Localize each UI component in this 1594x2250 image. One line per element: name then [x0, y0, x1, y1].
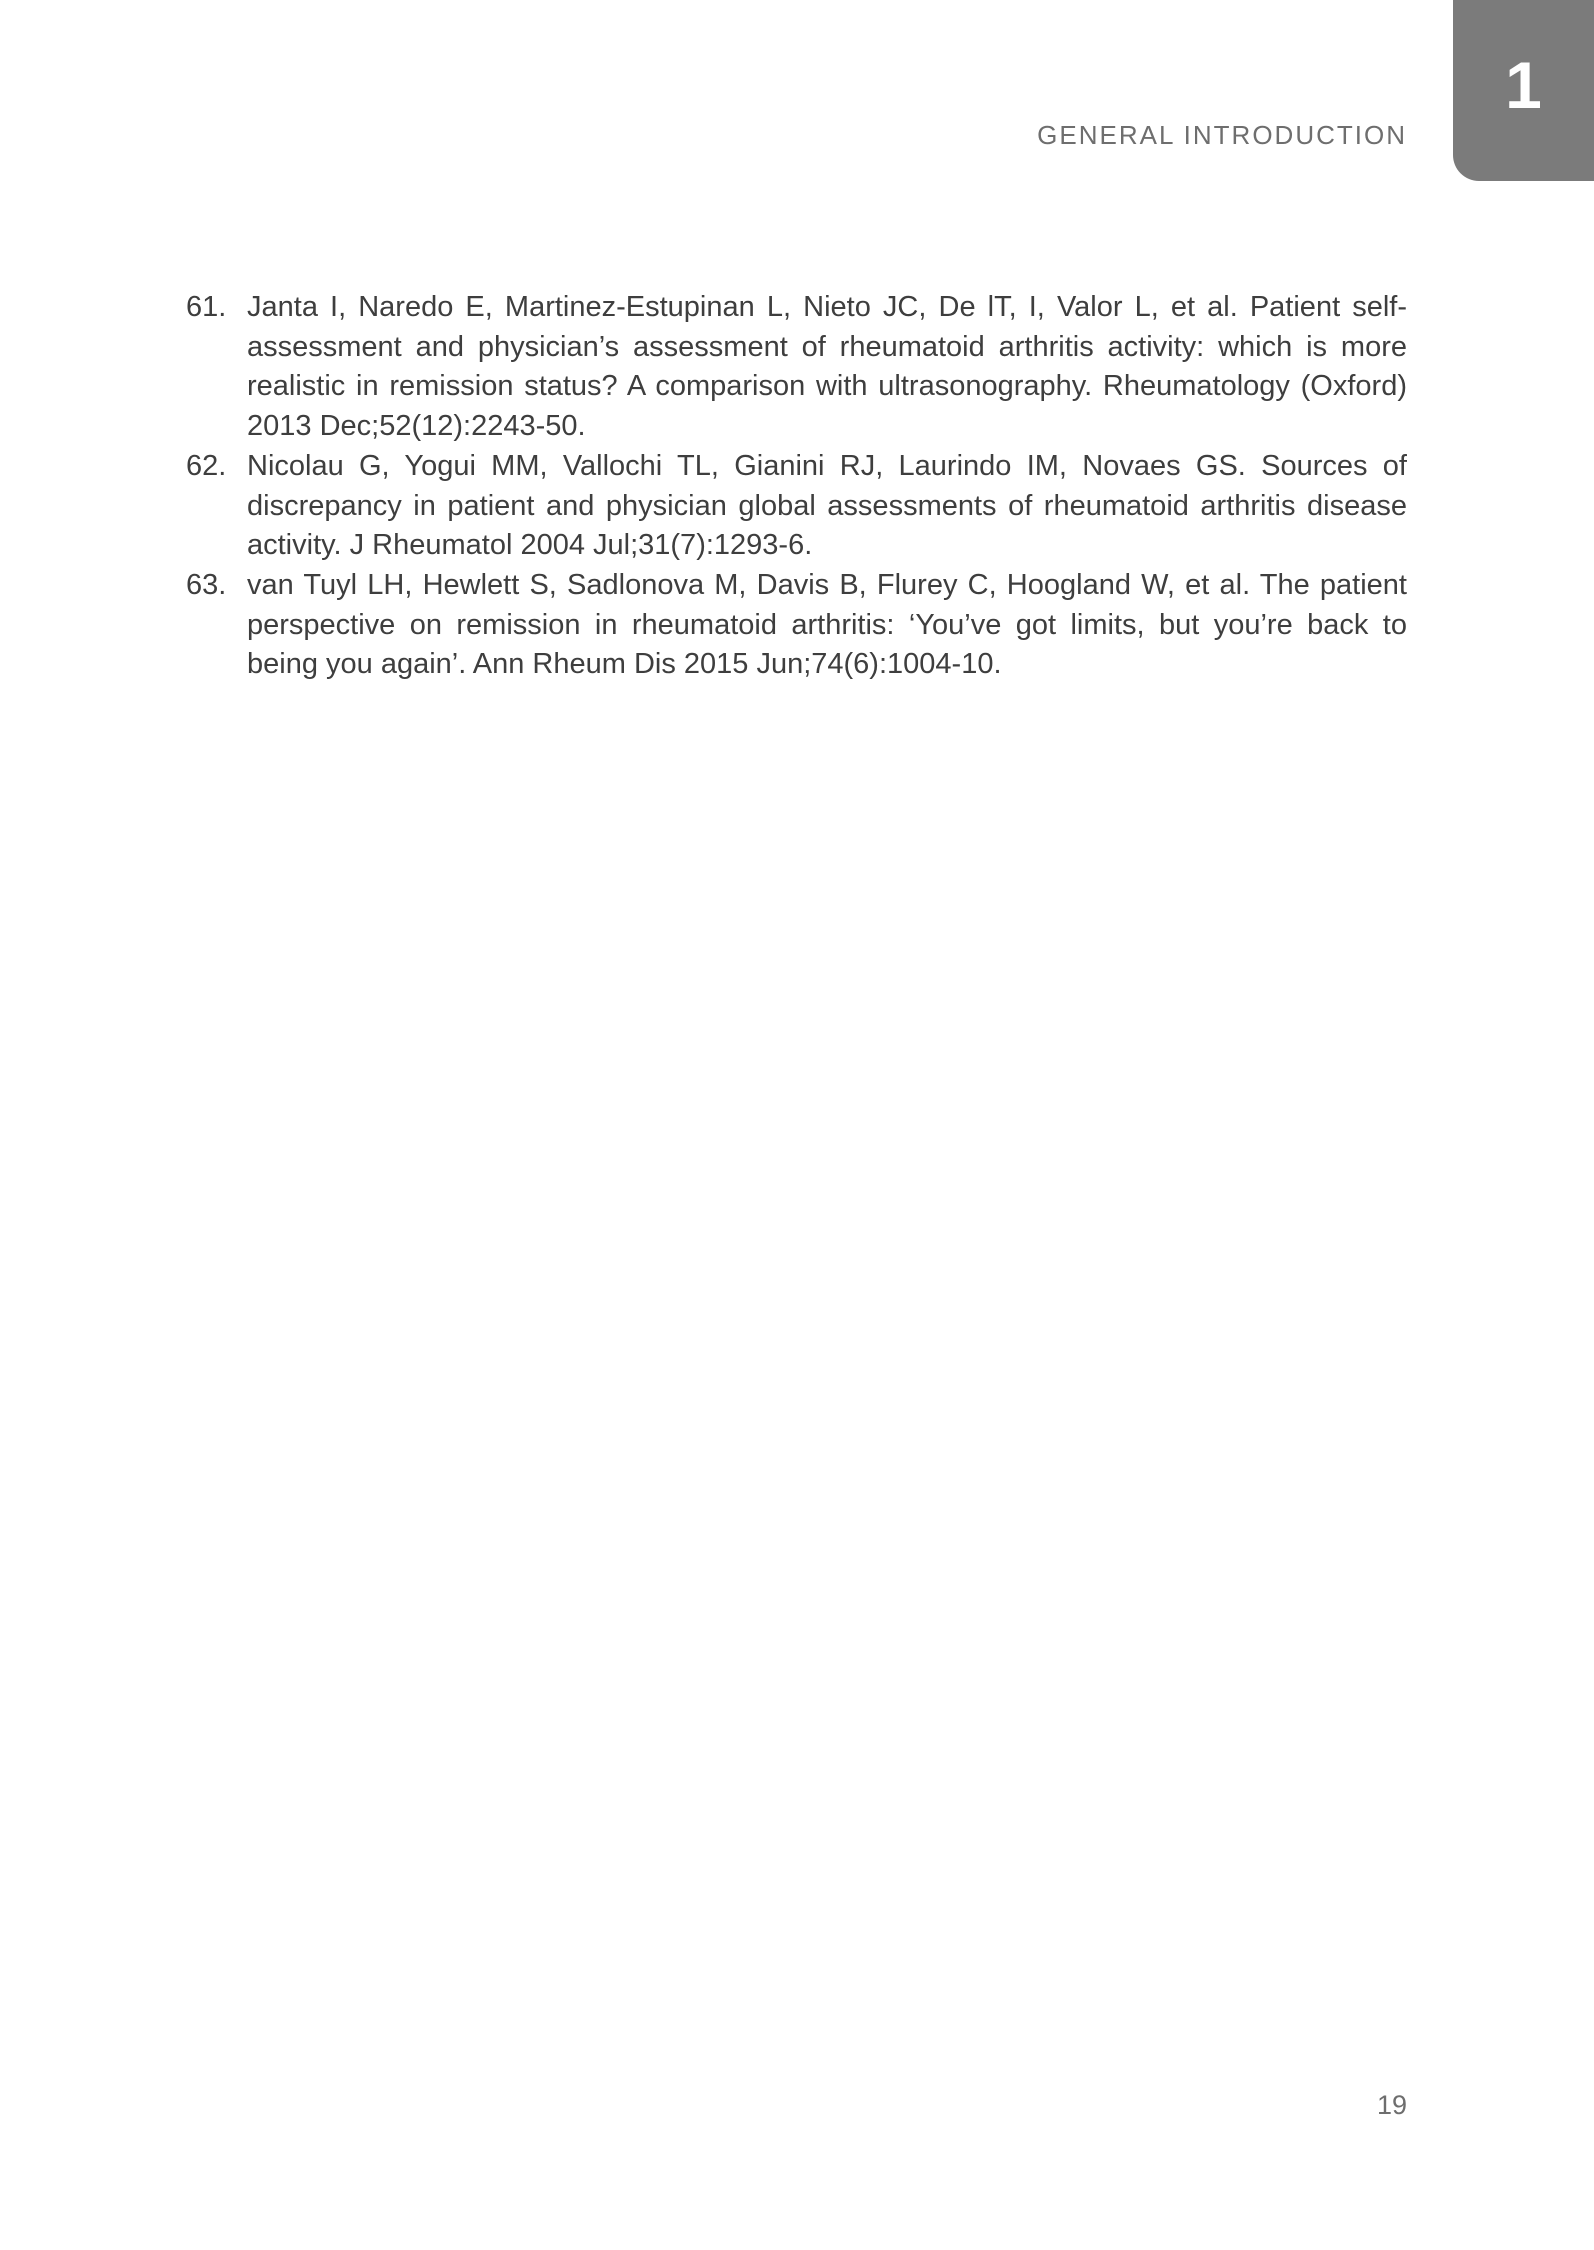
- chapter-number: 1: [1505, 47, 1542, 122]
- reference-number: 62.: [186, 449, 227, 482]
- reference-number: 61.: [186, 291, 227, 323]
- reference-item-63: [186, 566, 1407, 685]
- reference-text: Nicolau G, Yogui MM, Vallochi TL, Gianini RJ, Laurindo IM, Novaes GS. Sources of discrepancy in patient and physician global assessments of rheumatoid arthritis disease activity. J Rheumatol 2004 Jul;31(7):1293-6.: [247, 449, 1407, 562]
- reference-text: Janta I, Naredo E, Martinez-Estupinan L, Nieto JC, De lT, I, Valor L, et al. Patient self-assessment and physician’s assessment of rheumatoid arthritis activity: which is more realistic in remission status? A comparison with ultrasonography. Rheumatology (Oxford) 2013 Dec;52(12):2243-50.: [247, 291, 1407, 443]
- page-number: 19: [1376, 2090, 1407, 2120]
- reference-item-62: [186, 447, 1407, 566]
- reference-item-61: [186, 288, 1407, 447]
- running-header: GENERAL INTRODUCTION: [1037, 120, 1407, 150]
- reference-text: van Tuyl LH, Hewlett S, Sadlonova M, Davis B, Flurey C, Hoogland W, et al. The patient perspective on remission in rheumatoid arthritis: ‘You’ve got limits, but you’re back to being you again’. Ann Rheum Dis 2015 Jun;74(6):1004-10.: [247, 568, 1407, 681]
- reference-number: 63.: [186, 568, 227, 601]
- reference-list: [186, 288, 1407, 685]
- chapter-tab: [1453, 0, 1594, 181]
